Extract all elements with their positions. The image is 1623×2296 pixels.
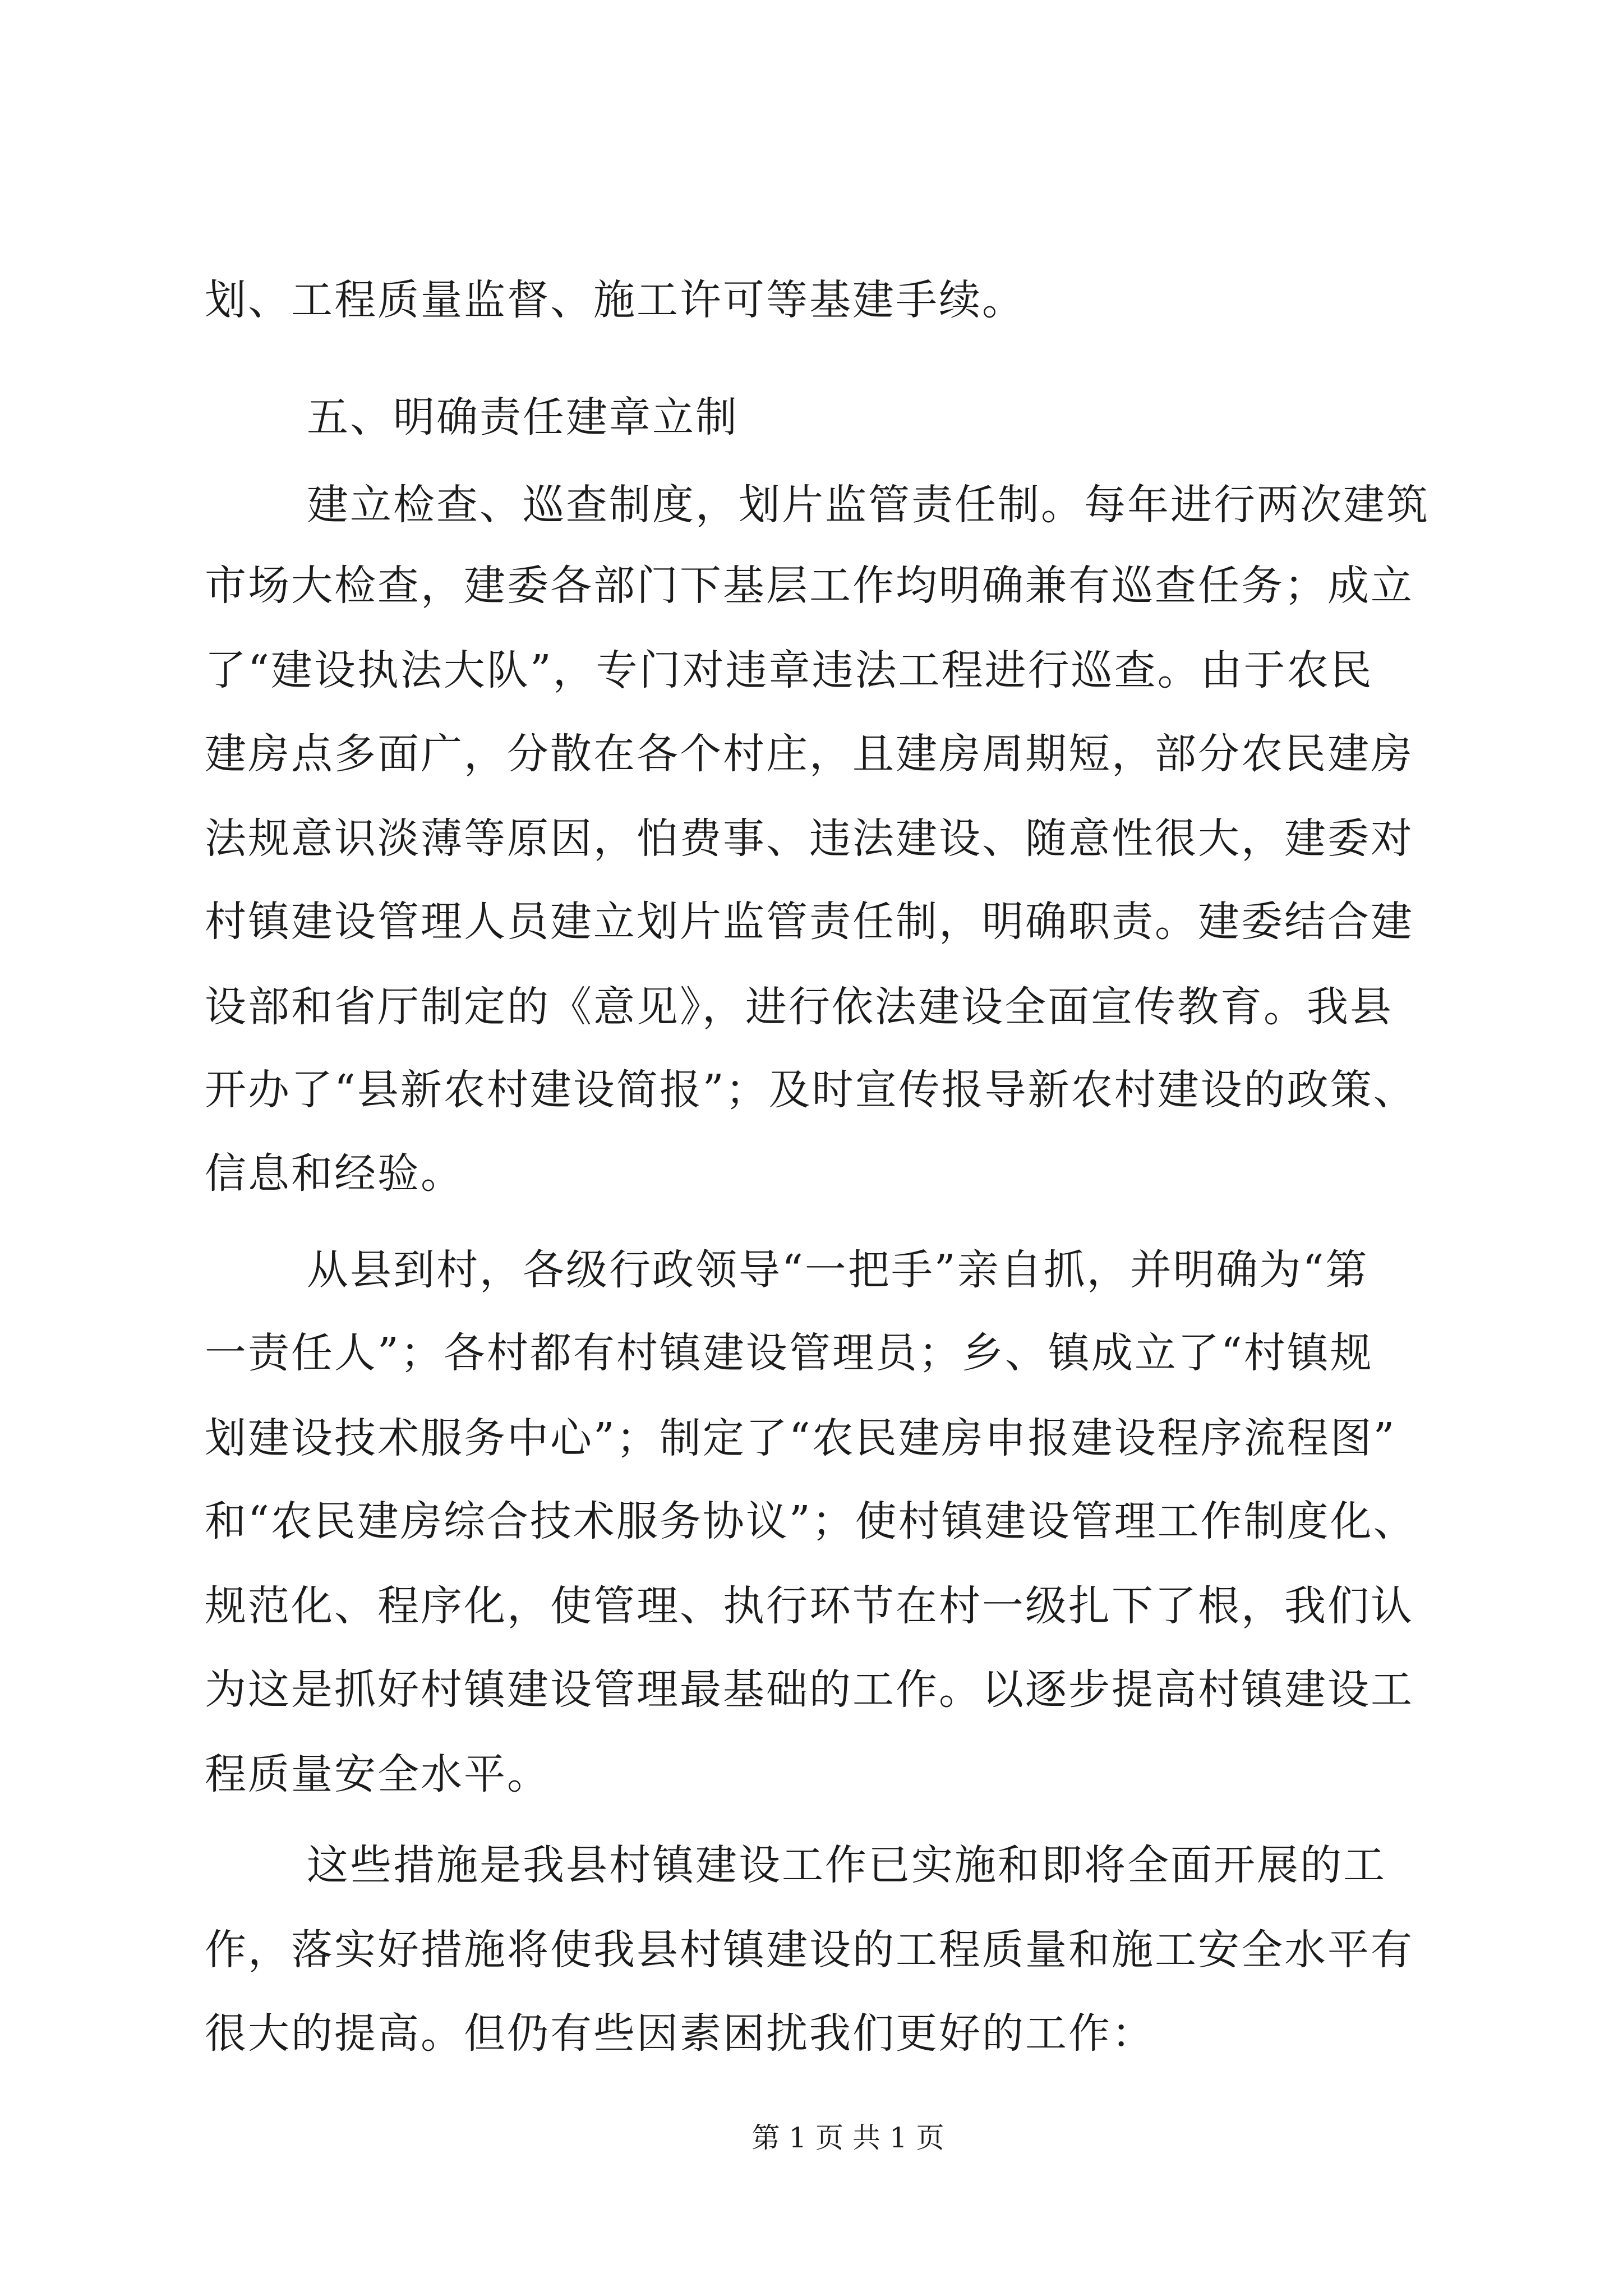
paragraph-1-line-3: 了“建设执法大队”，专门对违章违法工程进行巡查。由于农民 (205, 646, 1373, 694)
paragraph-2-line-7: 程质量安全水平。 (205, 1750, 550, 1798)
paragraph-1-line-6: 村镇建设管理人员建立划片监管责任制，明确职责。建委结合建 (205, 898, 1414, 946)
paragraph-3-line-3: 很大的提高。但仍有些因素困扰我们更好的工作： (205, 2009, 1155, 2058)
continuation-line: 划、工程质量监督、施工许可等基建手续。 (205, 276, 1025, 324)
paragraph-2-line-6: 为这是抓好村镇建设管理最基础的工作。以逐步提高村镇建设工 (205, 1665, 1414, 1714)
section-heading: 五、明确责任建章立制 (307, 393, 739, 441)
paragraph-2-line-4: 和“农民建房综合技术服务协议”；使村镇建设管理工作制度化、 (205, 1497, 1417, 1545)
page-number-footer: 第 1 页 共 1 页 (751, 2122, 944, 2154)
paragraph-2-line-2: 一责任人”；各村都有村镇建设管理员；乡、镇成立了“村镇规 (205, 1329, 1373, 1377)
paragraph-1-line-5: 法规意识淡薄等原因，怕费事、违法建设、随意性很大，建委对 (205, 815, 1414, 863)
paragraph-3-line-1: 这些措施是我县村镇建设工作已实施和即将全面开展的工 (307, 1841, 1386, 1889)
paragraph-1-line-9: 信息和经验。 (205, 1149, 464, 1198)
paragraph-2-line-3: 划建设技术服务中心”；制定了“农民建房申报建设程序流程图” (205, 1414, 1396, 1462)
paragraph-1-line-7: 设部和省厅制定的《意见》，进行依法建设全面宣传教育。我县 (205, 983, 1393, 1031)
paragraph-1-line-1: 建立检查、巡查制度，划片监管责任制。每年进行两次建筑 (307, 481, 1430, 529)
paragraph-3-line-2: 作，落实好措施将使我县村镇建设的工程质量和施工安全水平有 (205, 1926, 1414, 1974)
paragraph-1-line-8: 开办了“县新农村建设简报”；及时宣传报导新农村建设的政策、 (205, 1066, 1417, 1114)
paragraph-2-line-5: 规范化、程序化，使管理、执行环节在村一级扎下了根，我们认 (205, 1582, 1414, 1630)
paragraph-1-line-2: 市场大检查，建委各部门下基层工作均明确兼有巡查任务；成立 (205, 562, 1414, 610)
paragraph-1-line-4: 建房点多面广，分散在各个村庄，且建房周期短，部分农民建房 (205, 730, 1414, 778)
paragraph-2-line-1: 从县到村，各级行政领导“一把手”亲自抓，并明确为“第 (307, 1246, 1369, 1294)
